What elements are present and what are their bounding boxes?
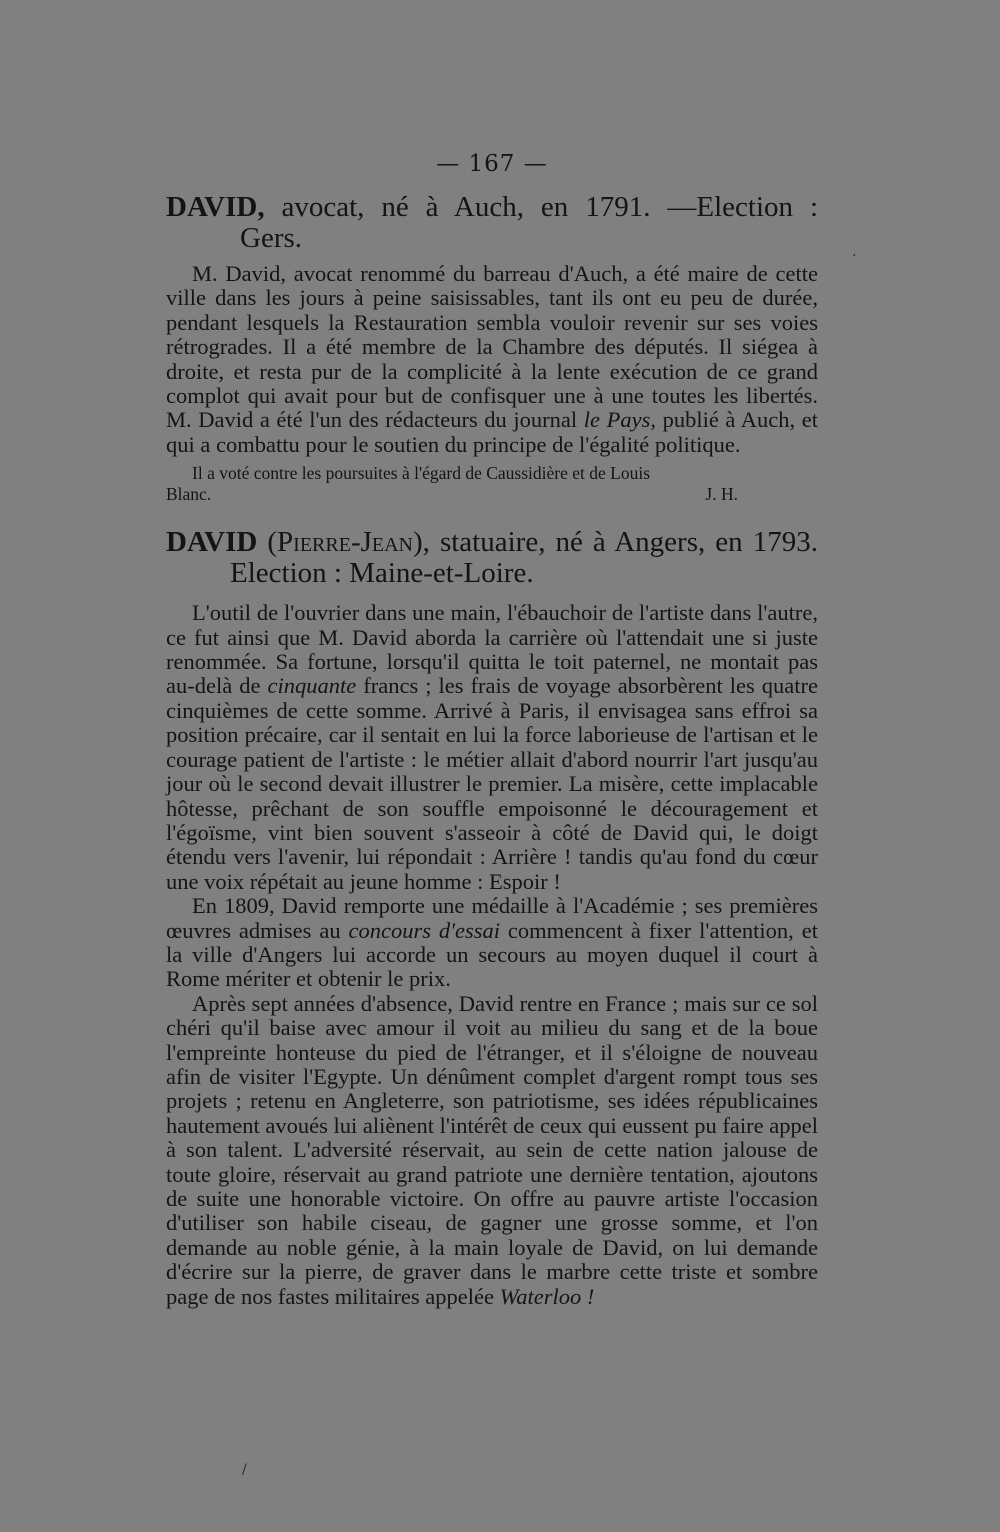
entry-heading-continuation: Gers. [240,222,303,254]
entry-heading-text: ), statuaire, né à Angers, en 1793. [413,526,818,559]
entry-note: Il a voté contre les poursuites à l'égard de Caussidière et de Louis [192,463,651,484]
scan-speck: / [242,1462,247,1478]
entry-david-statuaire [166,527,818,1309]
journal-title: le Pays [583,407,651,433]
entry-paragraph [166,601,818,894]
entry-david-avocat [166,192,818,505]
emphasis-text: Waterloo ! [499,1283,595,1309]
entry-heading-paren: ( [257,526,278,559]
entry-heading [166,527,818,558]
entry-paragraph [166,262,818,457]
paragraph-text-end: francs ; les frais de voyage absorbèrent les quatre cinquièmes de cette somme. Arrivé à Paris, il envisagea sans effroi sa position précaire, car il sentait en lui la force laborieuse de l'artisan et le courage patient de l'artiste : le métier allait d'abord nourrir l'art jusqu'au jour où le second devait illustrer le premier. La misère, cette implacable hôtesse, prêchant de son souffle empoisonné le découragement et l'égoïsme, vint bien souvent s'asseoir à côté de David qui, le doigt étendu vers l'avenir, lui répondait : Arrière ! tandis qu'au fond du cœur une voix répétait au jeune homme : Espoir ! [166,673,819,894]
entry-note-text: Blanc. [166,484,212,505]
entry-heading-text: avocat, né à Auch, en 1791. —Election : [264,191,818,223]
entry-heading-continuation: Election : Maine-et-Loire. [230,557,534,590]
paragraph-text: Après sept années d'absence, David rentre en France ; mais sur ce sol chéri qu'il baise avec amour il voit au milieu du sang et de la boue l'empreinte honteuse du pied de l'étranger, et il s'éloigne de nouveau afin de visiter l'Egypte. Un dénûment complet d'argent rompt tous ses projets ; retenu en Angleterre, son patriotisme, ses idées républicaines hautement avoués lui aliènent l'intérêt de ceux qui eussent pu faire appel à son talent. L'adversité réservait, au sein de cette nation jalouse de toute gloire, réservait au grand patriote une dernière tentation, ajoutons de suite une honorable victoire. On offre au pauvre artiste l'occasion d'utiliser son habile ciseau, de gagner une grosse somme, et l'on demande au noble génie, à la main loyale de David, on lui demande d'écrire sur la pierre, de graver dans le marbre cette triste et sombre page de nos fastes militaires appelée [166,990,818,1309]
page-number: — 167 — [436,151,548,177]
entry-paragraph [166,992,818,1309]
signature: J. H. [705,484,738,505]
paragraph-text: En 1809, David remporte une médaille à l'Académie ; ses premières œuvres admises au [166,893,818,943]
emphasis-text: concours d'essai [348,917,500,943]
document-page [166,150,818,1309]
paragraph-text: M. David, avocat renommé du barreau d'Auch, a été maire de cette ville dans les jours à peine saisissables, tant ils ont eu peu de durée, pendant lesquels la Restauration sembla vouloir revenir sur ses voies rétrogrades. Il a été membre de la Chambre des députés. Il siégea à droite, et resta pur de la complicité à la lente exécution de ce grand complot qui avait pour but de confisquer une à une toutes les libertés. M. David a été l'un des rédacteurs du journal [166,261,818,433]
paragraph-text-end: , publié à Auch, et qui a combattu pour le soutien du principe de l'égalité politique. [166,407,818,457]
paragraph-text: L'outil de l'ouvrier dans une main, l'ébauchoir de l'artiste dans l'autre, ce fut ainsi que M. David aborda la carrière où l'attendait une si juste renommée. Sa fortune, lorsqu'il quitta le toit paternel, ne montait pas au-delà de [166,600,818,699]
entry-first-name: Pierre-Jean [277,526,413,559]
emphasis-text: cinquante [267,673,357,699]
entry-note-end [166,484,818,505]
entry-name: DAVID [166,526,258,559]
paragraph-text-end: commencent à fixer l'attention, et la ville d'Angers lui accorde un secours au moyen duquel il court à Rome mériter et obtenir le prix. [166,917,818,992]
entry-heading [166,192,818,223]
scan-speck: · [852,248,857,264]
entry-name: DAVID, [166,191,265,223]
entry-paragraph [166,894,818,992]
